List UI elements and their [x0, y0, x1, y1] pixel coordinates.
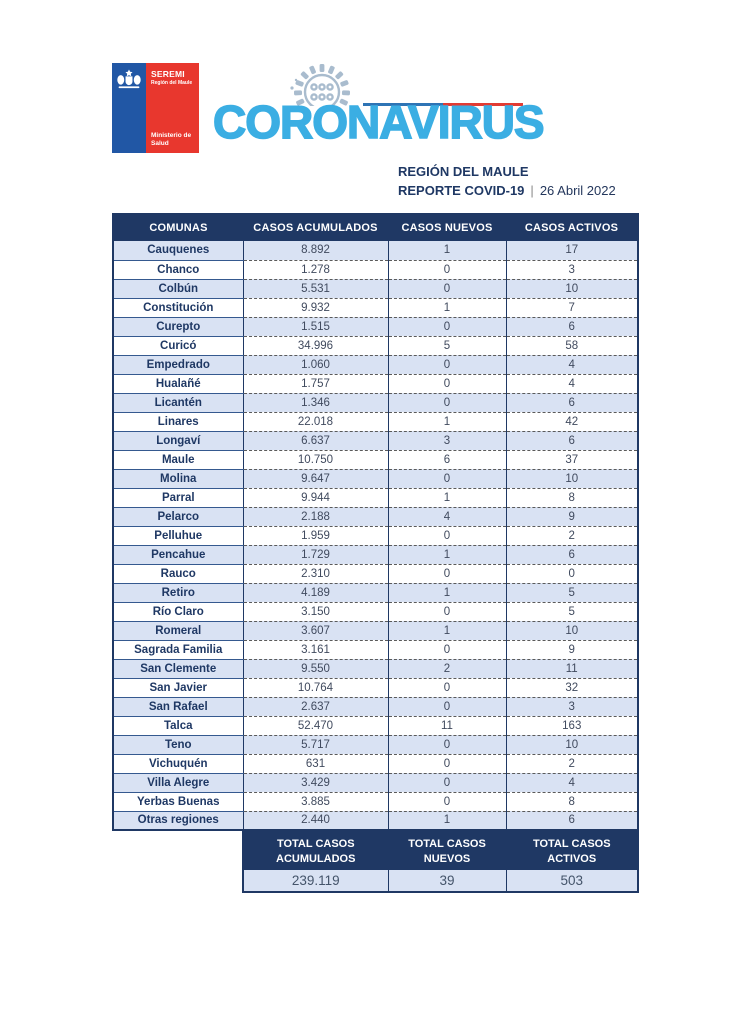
report-subtitle-block	[398, 162, 640, 200]
nuevos-cell: 0	[388, 469, 506, 488]
comuna-cell: San Javier	[113, 678, 243, 697]
acumulados-cell: 3.161	[243, 640, 388, 659]
total-acumulados-header	[243, 832, 388, 870]
activos-cell: 17	[506, 241, 638, 260]
comuna-cell: Colbún	[113, 279, 243, 298]
nuevos-cell: 1	[388, 488, 506, 507]
table-row	[113, 279, 638, 298]
logo-region-text: Región del Maule	[151, 80, 193, 86]
page-title: CORONAVIRUS	[213, 96, 544, 148]
nuevos-cell: 11	[388, 716, 506, 735]
activos-cell: 4	[506, 374, 638, 393]
table-row	[113, 716, 638, 735]
total-nuevos-value: 39	[388, 870, 506, 892]
activos-cell: 37	[506, 450, 638, 469]
acumulados-cell: 6.637	[243, 431, 388, 450]
acumulados-cell: 1.278	[243, 260, 388, 279]
acumulados-cell: 22.018	[243, 412, 388, 431]
nuevos-cell: 0	[388, 526, 506, 545]
acumulados-cell: 8.892	[243, 241, 388, 260]
report-line	[398, 181, 640, 200]
acumulados-cell: 34.996	[243, 336, 388, 355]
nuevos-cell: 0	[388, 355, 506, 374]
acumulados-cell: 2.188	[243, 507, 388, 526]
activos-cell: 7	[506, 298, 638, 317]
activos-cell: 0	[506, 564, 638, 583]
activos-cell: 9	[506, 507, 638, 526]
acumulados-cell: 9.932	[243, 298, 388, 317]
ministry-line1: Ministerio de	[151, 131, 192, 139]
nuevos-cell: 5	[388, 336, 506, 355]
nuevos-cell: 0	[388, 260, 506, 279]
nuevos-cell: 3	[388, 431, 506, 450]
ministry-line2: Salud	[151, 139, 169, 147]
activos-cell: 5	[506, 583, 638, 602]
nuevos-cell: 0	[388, 374, 506, 393]
nuevos-cell: 6	[388, 450, 506, 469]
acumulados-cell: 631	[243, 754, 388, 773]
table-row	[113, 488, 638, 507]
acumulados-cell: 9.944	[243, 488, 388, 507]
nuevos-cell: 1	[388, 621, 506, 640]
chile-coat-of-arms-icon	[116, 68, 142, 90]
column-header-acumulados: CASOS ACUMULADOS	[243, 214, 388, 241]
nuevos-cell: 0	[388, 754, 506, 773]
acumulados-cell: 9.550	[243, 659, 388, 678]
total-acumulados-line2: ACUMULADOS	[276, 852, 356, 865]
activos-cell: 6	[506, 811, 638, 830]
table-row	[113, 564, 638, 583]
acumulados-cell: 1.959	[243, 526, 388, 545]
table-row	[113, 754, 638, 773]
table-row	[113, 298, 638, 317]
table-row	[113, 678, 638, 697]
comuna-cell: Linares	[113, 412, 243, 431]
activos-cell: 32	[506, 678, 638, 697]
logo-ministry-text	[151, 132, 195, 148]
acumulados-cell: 9.647	[243, 469, 388, 488]
activos-cell: 163	[506, 716, 638, 735]
cell-corner-marker	[628, 854, 635, 861]
totals-table	[242, 831, 639, 893]
totals-values-row	[243, 870, 638, 892]
table-row	[113, 374, 638, 393]
table-row	[113, 431, 638, 450]
acumulados-cell: 10.750	[243, 450, 388, 469]
activos-cell: 42	[506, 412, 638, 431]
column-header-comunas: COMUNAS	[113, 214, 243, 241]
nuevos-cell: 0	[388, 773, 506, 792]
comuna-cell: Maule	[113, 450, 243, 469]
activos-cell: 9	[506, 640, 638, 659]
comuna-cell: Curepto	[113, 317, 243, 336]
nuevos-cell: 0	[388, 735, 506, 754]
nuevos-cell: 0	[388, 678, 506, 697]
table-row	[113, 621, 638, 640]
nuevos-cell: 1	[388, 298, 506, 317]
total-activos-value: 503	[506, 870, 638, 892]
comuna-cell: Licantén	[113, 393, 243, 412]
nuevos-cell: 1	[388, 412, 506, 431]
nuevos-cell: 0	[388, 317, 506, 336]
comuna-cell: Otras regiones	[137, 814, 219, 827]
comuna-cell: Chanco	[113, 260, 243, 279]
activos-cell: 8	[506, 488, 638, 507]
logo-seremi-text: SEREMI	[151, 69, 185, 79]
comuna-cell: Longaví	[113, 431, 243, 450]
nuevos-cell: 1	[388, 545, 506, 564]
activos-cell: 2	[506, 526, 638, 545]
comuna-cell: Molina	[113, 469, 243, 488]
activos-cell: 11	[506, 659, 638, 678]
acumulados-cell: 5.717	[243, 735, 388, 754]
acumulados-cell: 4.189	[243, 583, 388, 602]
table-row	[113, 469, 638, 488]
comuna-cell: Empedrado	[113, 355, 243, 374]
table-row	[113, 602, 638, 621]
table-row	[113, 659, 638, 678]
acumulados-cell: 52.470	[243, 716, 388, 735]
nuevos-cell: 0	[388, 564, 506, 583]
comuna-cell: Pencahue	[113, 545, 243, 564]
nuevos-cell: 0	[388, 393, 506, 412]
activos-cell: 3	[506, 260, 638, 279]
activos-cell: 10	[506, 735, 638, 754]
comuna-cell: Cauquenes	[113, 241, 243, 260]
nuevos-cell: 1	[388, 583, 506, 602]
activos-cell: 4	[506, 355, 638, 374]
comuna-cell: Vichuquén	[113, 754, 243, 773]
comuna-cell: Rauco	[113, 564, 243, 583]
acumulados-cell: 1.060	[243, 355, 388, 374]
total-activos-header	[506, 832, 638, 870]
activos-cell: 10	[506, 621, 638, 640]
acumulados-cell: 3.885	[243, 792, 388, 811]
comuna-cell: Pelluhue	[113, 526, 243, 545]
covid-table-wrap	[112, 213, 637, 893]
table-row	[113, 773, 638, 792]
acumulados-cell: 1.757	[243, 374, 388, 393]
comuna-cell: Río Claro	[113, 602, 243, 621]
comuna-cell: San Clemente	[113, 659, 243, 678]
acumulados-cell: 3.607	[243, 621, 388, 640]
table-row	[113, 355, 638, 374]
table-row	[113, 735, 638, 754]
report-label: REPORTE COVID-19	[398, 183, 525, 198]
nuevos-cell: 0	[388, 279, 506, 298]
comuna-cell: Romeral	[113, 621, 243, 640]
total-nuevos-line1: TOTAL CASOS	[408, 837, 486, 850]
comuna-cell: Villa Alegre	[113, 773, 243, 792]
activos-cell: 6	[506, 393, 638, 412]
table-row	[113, 393, 638, 412]
comuna-cell: Constitución	[113, 298, 243, 317]
activos-cell: 10	[506, 469, 638, 488]
activos-cell: 2	[506, 754, 638, 773]
region-title: REGIÓN DEL MAULE	[398, 164, 529, 179]
column-header-nuevos: CASOS NUEVOS	[388, 214, 506, 241]
table-header-row	[113, 214, 638, 241]
activos-cell: 58	[506, 336, 638, 355]
comuna-cell: San Rafael	[113, 697, 243, 716]
total-acumulados-value: 239.119	[243, 870, 388, 892]
totals-header-row	[243, 832, 638, 870]
comuna-cell: Retiro	[113, 583, 243, 602]
table-row	[113, 526, 638, 545]
comuna-cell: Parral	[113, 488, 243, 507]
table-row	[113, 811, 638, 830]
acumulados-cell: 3.150	[243, 602, 388, 621]
logo-blue-panel	[112, 63, 146, 153]
acumulados-cell: 1.729	[243, 545, 388, 564]
comuna-cell: Pelarco	[113, 507, 243, 526]
activos-cell: 10	[506, 279, 638, 298]
column-header-activos: CASOS ACTIVOS	[506, 214, 638, 241]
report-date: 26 Abril 2022	[539, 183, 616, 198]
activos-cell: 3	[506, 697, 638, 716]
table-row	[113, 241, 638, 260]
nuevos-cell: 0	[388, 602, 506, 621]
total-activos-line1: TOTAL CASOS	[532, 837, 611, 850]
acumulados-cell: 5.531	[243, 279, 388, 298]
comuna-cell: Curicó	[113, 336, 243, 355]
nuevos-cell: 1	[388, 811, 506, 830]
activos-cell: 6	[506, 317, 638, 336]
covid-cases-table	[112, 213, 639, 831]
activos-cell: 5	[506, 602, 638, 621]
comuna-cell: Sagrada Familia	[113, 640, 243, 659]
table-row	[113, 317, 638, 336]
total-activos-line2: ACTIVOS	[547, 852, 597, 865]
ministry-logo	[112, 63, 199, 153]
total-acumulados-line1: TOTAL CASOS	[276, 837, 355, 850]
acumulados-cell: 3.429	[243, 773, 388, 792]
logo-red-panel	[146, 63, 199, 153]
table-row	[113, 583, 638, 602]
comuna-cell: Yerbas Buenas	[113, 792, 243, 811]
acumulados-cell: 2.310	[243, 564, 388, 583]
nuevos-cell: 0	[388, 640, 506, 659]
activos-cell: 8	[506, 792, 638, 811]
comuna-cell: Teno	[113, 735, 243, 754]
nuevos-cell: 0	[388, 697, 506, 716]
table-row	[113, 792, 638, 811]
activos-cell: 6	[506, 545, 638, 564]
table-row	[113, 260, 638, 279]
nuevos-cell: 4	[388, 507, 506, 526]
acumulados-cell: 1.346	[243, 393, 388, 412]
comuna-cell: Hualañé	[113, 374, 243, 393]
activos-cell: 4	[506, 773, 638, 792]
total-nuevos-line2: NUEVOS	[423, 852, 471, 865]
nuevos-cell: 2	[388, 659, 506, 678]
acumulados-cell: 2.440	[243, 811, 388, 830]
total-nuevos-header	[388, 832, 506, 870]
table-row	[113, 697, 638, 716]
comuna-cell: Talca	[113, 716, 243, 735]
acumulados-cell: 10.764	[243, 678, 388, 697]
table-row	[113, 412, 638, 431]
table-row	[113, 507, 638, 526]
report-separator: |	[530, 183, 534, 198]
acumulados-cell: 2.637	[243, 697, 388, 716]
table-row	[113, 545, 638, 564]
nuevos-cell: 0	[388, 792, 506, 811]
acumulados-cell: 1.515	[243, 317, 388, 336]
activos-cell: 6	[506, 431, 638, 450]
table-row	[113, 336, 638, 355]
nuevos-cell: 1	[388, 241, 506, 260]
table-row	[113, 640, 638, 659]
table-row	[113, 450, 638, 469]
